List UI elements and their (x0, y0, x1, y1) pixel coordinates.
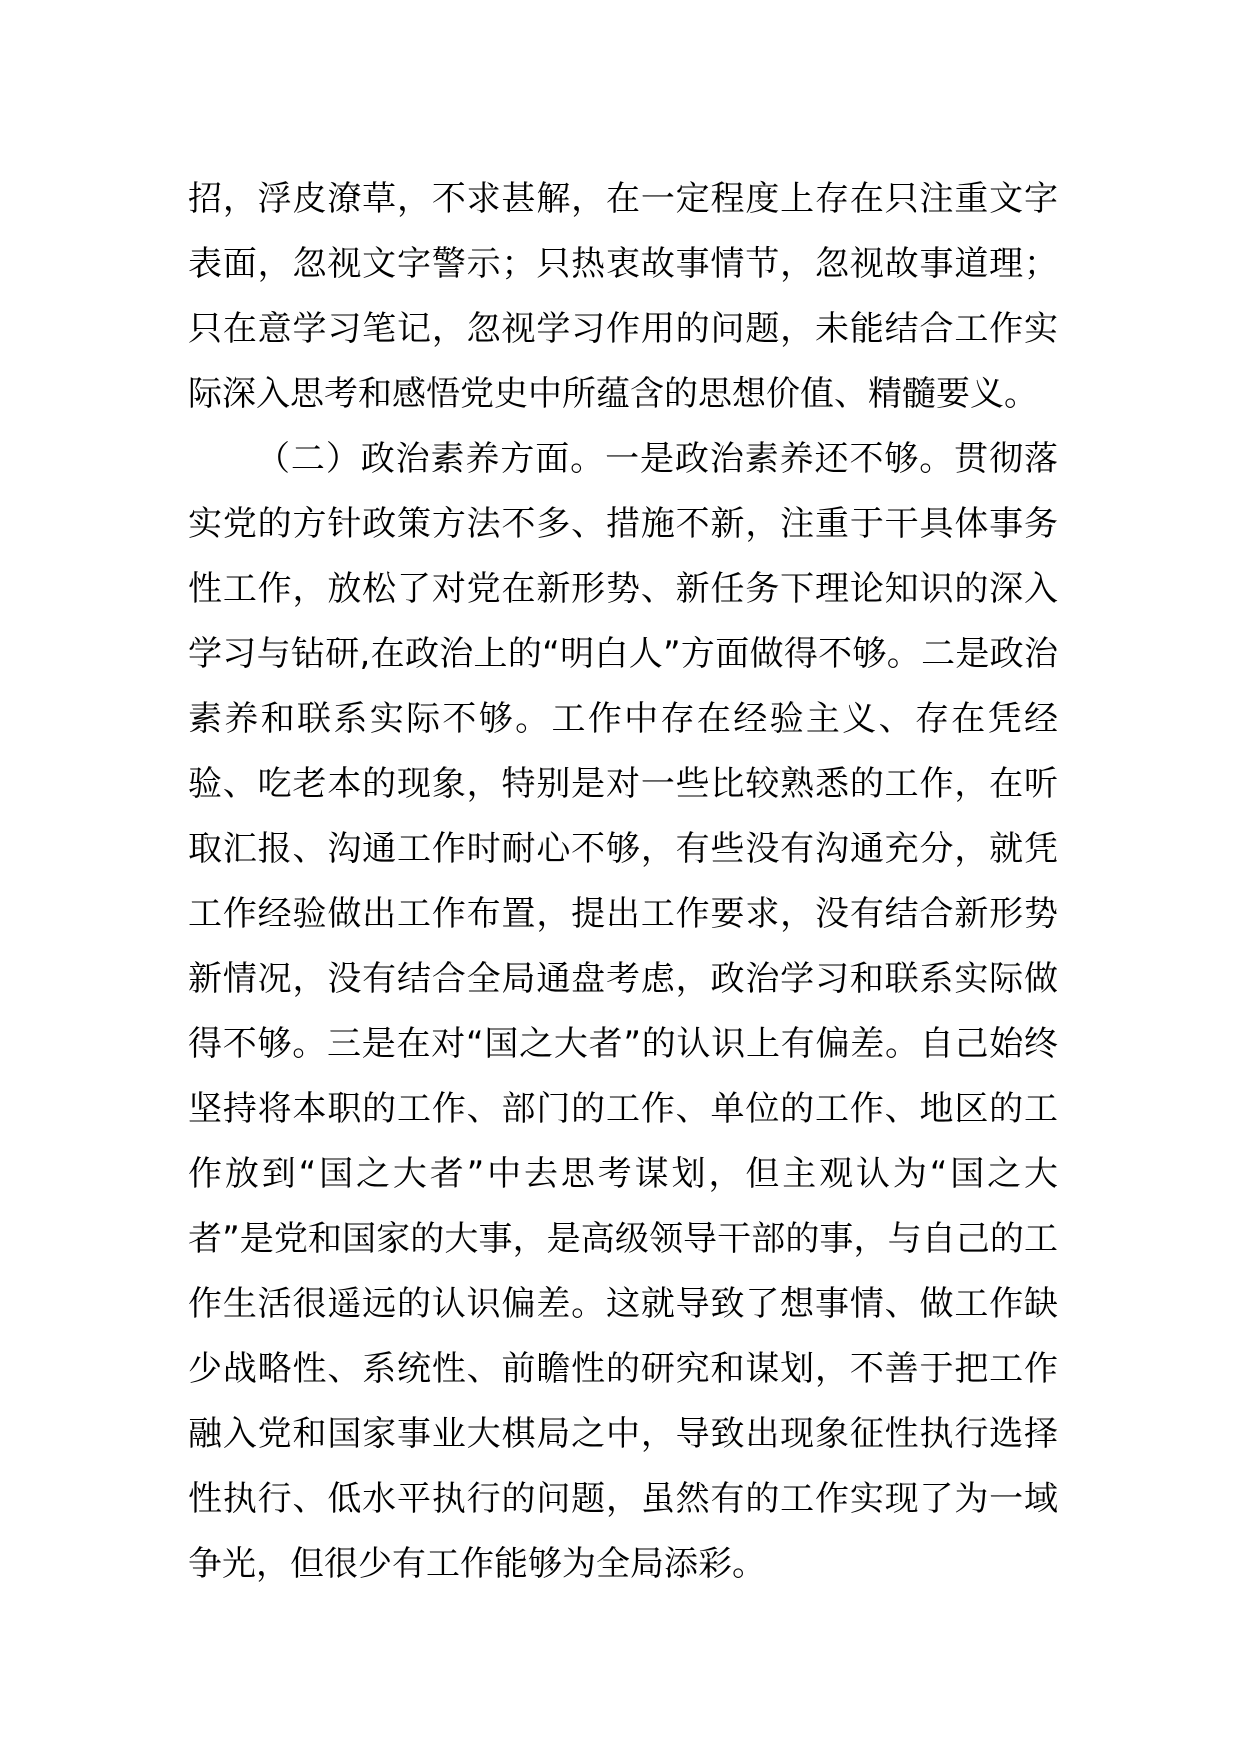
document-body (188, 167, 1058, 1597)
paragraph-continuation: 招，浮皮潦草，不求甚解，在一定程度上存在只注重文字表面，忽视文字警示；只热衷故事情节，忽视故事道理；只在意学习笔记，忽视学习作用的问题，未能结合工作实际深入思考和感悟党史中所蕴含的思想价值、精髓要义。 (188, 179, 1058, 414)
paragraph-political-literacy: （二）政治素养方面。一是政治素养还不够。贯彻落实党的方针政策方法不多、措施不新，注重于干具体事务性工作，放松了对党在新形势、新任务下理论知识的深入学习与钻研,在政治上的“明白人”方面做得不够。二是政治素养和联系实际不够。工作中存在经验主义、存在凭经验、吃老本的现象，特别是对一些比较熟悉的工作，在听取汇报、沟通工作时耐心不够，有些没有沟通充分，就凭工作经验做出工作布置，提出工作要求，没有结合新形势新情况，没有结合全局通盘考虑，政治学习和联系实际做得不够。三是在对“国之大者”的认识上有偏差。自己始终坚持将本职的工作、部门的工作、单位的工作、地区的工作放到“国之大者”中去思考谋划，但主观认为“国之大者”是党和国家的大事，是高级领导干部的事，与自己的工作生活很遥远的认识偏差。这就导致了想事情、做工作缺少战略性、系统性、前瞻性的研究和谋划，不善于把工作融入党和国家事业大棋局之中，导致出现象征性执行选择性执行、低水平执行的问题，虽然有的工作实现了为一域争光，但很少有工作能够为全局添彩。 (188, 439, 1058, 1584)
